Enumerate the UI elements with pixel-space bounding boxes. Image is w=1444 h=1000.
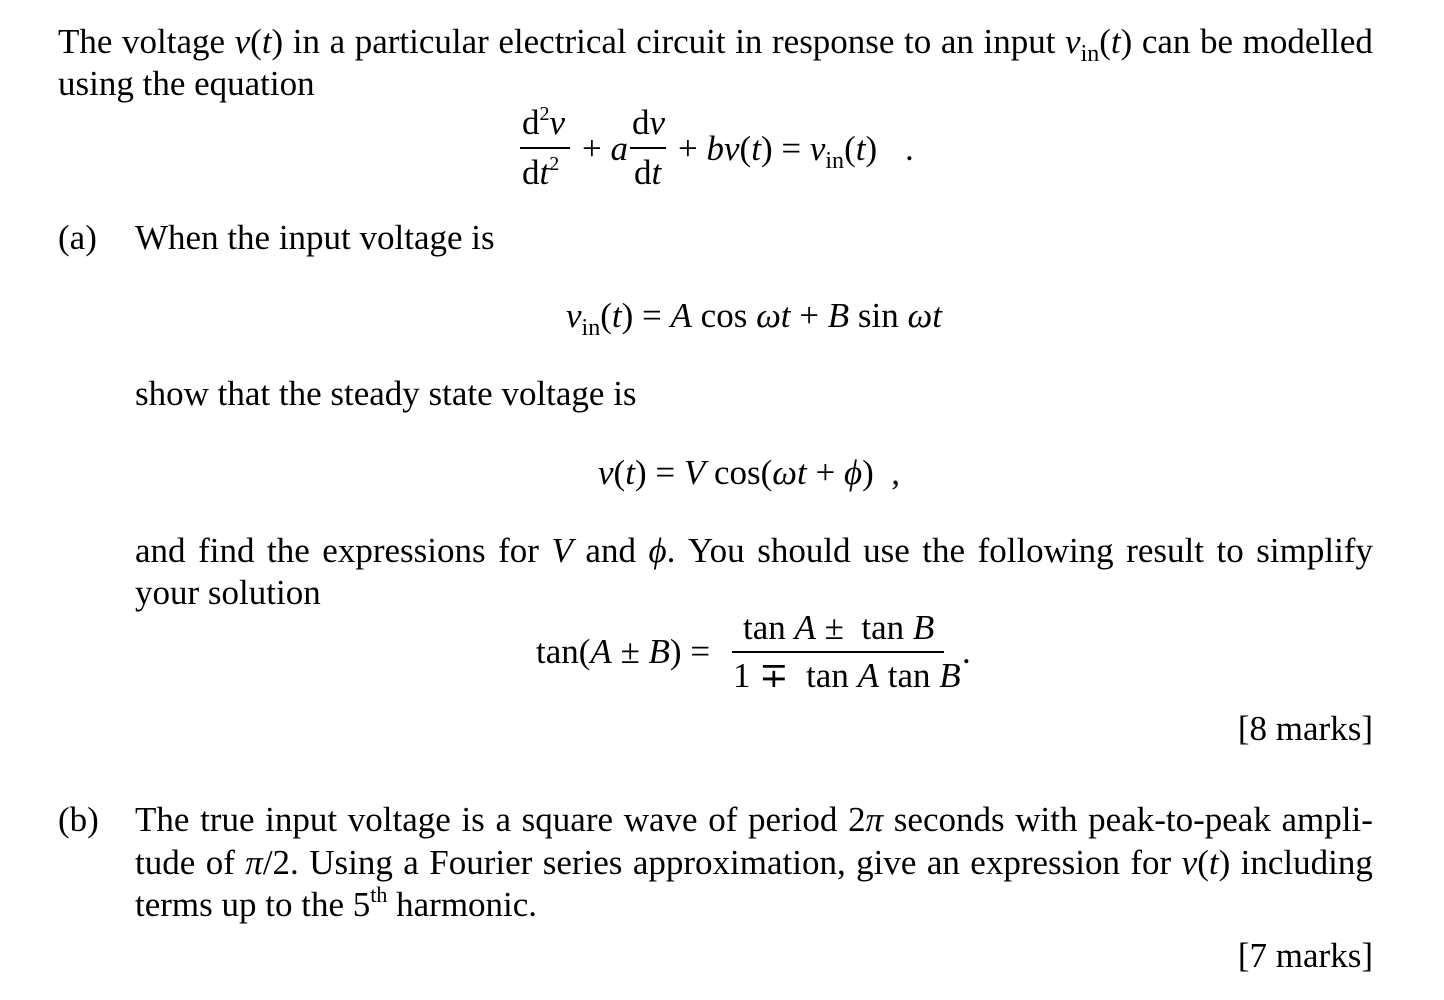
part-a-word: You [687,531,745,570]
part-b-label: (b) [58,800,99,839]
part-a-marks: [8 marks] [1237,709,1373,748]
part-a-word: should [757,531,851,570]
intro-word: input [983,22,1056,61]
part-a-text-4: your solution [135,573,321,612]
intro-word: modelled [1242,22,1373,61]
intro-word: in [292,22,321,61]
part-a-word: the [267,531,310,570]
intro-word: an [940,22,974,61]
part-a-text-1: When the input voltage is [135,218,495,257]
d2v-denominator: $dt^2$ [522,153,560,192]
intro-word: v(t) [234,22,284,61]
part-b-word: seconds [893,800,1005,839]
part-b-word: Using [309,843,393,882]
part-b-word: tude [135,843,196,882]
part-a-word: expressions [322,531,486,570]
part-b-word: period [748,800,838,839]
part-b-word: ampli- [1281,800,1373,839]
intro-line-2: using the equation [58,64,315,103]
part-a-word: ϕ. [648,531,676,570]
part-b-word: for [1130,843,1172,882]
part-a-word: for [498,531,539,570]
intro-word: to [904,22,932,61]
part-b-word: wave [623,800,698,839]
intro-word: The [58,22,113,61]
part-b-word: input [265,800,338,839]
part-b-word: approximation, [632,843,846,882]
intro-word: be [1200,22,1234,61]
intro-word: in [735,22,763,61]
part-b-word: including [1240,843,1373,882]
part-b-word: square [521,800,614,839]
fraction-bar-1 [520,147,570,149]
part-b-word: The [135,800,190,839]
vin-equation: $v_{in}(t) = A$ cos ωt + B sin ωt [566,296,942,341]
part-b-word: of [708,800,738,839]
tan-fraction-bar [732,651,944,653]
fraction-bar-2 [630,147,666,149]
part-b-word: is [461,800,485,839]
dv-numerator: dv [632,103,666,142]
part-a-word: find [198,531,255,570]
d2v-numerator: $d^2v$ [522,103,566,142]
intro-line-1 [58,22,1373,67]
part-a-label: (a) [58,218,97,257]
intro-word: $v_{in}(t)$ [1065,22,1133,67]
part-a-word: and [585,531,636,570]
part-a-word: simplify [1256,531,1373,570]
part-b-word: of [205,843,235,882]
intro-word: circuit [636,22,726,61]
intro-word: particular [354,22,489,61]
part-b-marks: [7 marks] [1237,936,1373,975]
part-a-word: V [551,531,573,570]
intro-word: a [329,22,346,61]
intro-word: voltage [122,22,226,61]
part-b-word: give [856,843,917,882]
plus-a: + a [582,129,628,168]
part-a-word: to [1216,531,1244,570]
part-b-line-1 [135,802,1373,842]
tan-numerator: tan A ± tan B [743,608,935,647]
part-b-word: voltage [347,800,451,839]
part-a-word: following [977,531,1114,570]
dv-denominator: dt [634,153,662,192]
tan-denominator: 1 ∓ tan A tan B [733,656,961,695]
tan-period: . [962,632,971,671]
intro-word: electrical [498,22,627,61]
intro-word: response [772,22,895,61]
part-b-line-2 [135,845,1373,885]
part-b-word: an [926,843,960,882]
part-a-text-2: show that the steady state voltage is [135,374,637,413]
part-a-word: the [922,531,966,570]
part-b-word: Fourier [429,843,533,882]
part-a-word: and [135,531,186,570]
v-equation: v(t) = V cos(ωt + ϕ) , [598,453,901,492]
part-b-word: expression [970,843,1120,882]
part-b-word: π/2. [245,843,299,882]
part-b-word: v(t) [1181,843,1231,882]
equation-period: . [905,129,914,168]
part-b-word: series [542,843,623,882]
part-a-text-3 [135,533,1373,573]
part-b-word: peak-to-peak [1088,800,1271,839]
part-a-word: result [1126,531,1204,570]
tan-identity [536,608,976,698]
intro-word: can [1141,22,1191,61]
part-b-word: with [1015,800,1078,839]
part-b-line-3: terms up to the 5th harmonic. [135,882,538,924]
part-b-word: a [403,843,419,882]
part-b-word: a [495,800,512,839]
tan-lhs: tan(A ± B) = [536,632,711,671]
part-b-word: 2π [848,800,884,839]
part-a-word: use [863,531,910,570]
main-equation [520,105,940,195]
part-b-word: true [200,800,255,839]
equation-rest: + $bv(t) = v_{in}(t)$ [678,129,878,174]
